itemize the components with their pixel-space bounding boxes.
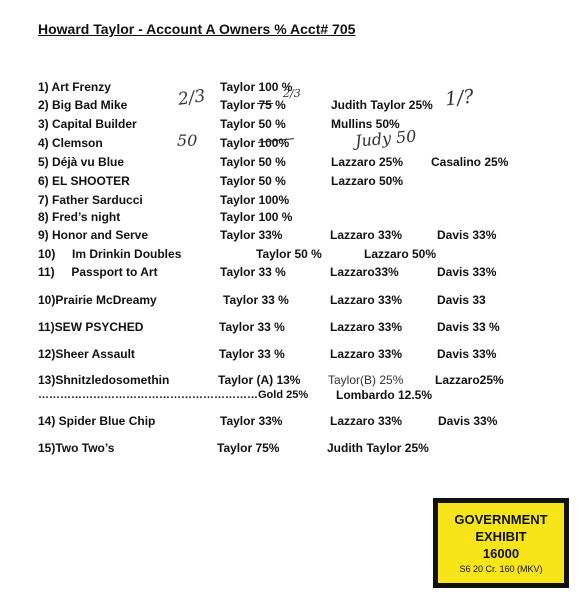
row-7-name: 7) Father Sarducci bbox=[38, 193, 143, 207]
handwritten-note: 1/? bbox=[443, 85, 475, 111]
row-4-name: 4) Clemson bbox=[38, 136, 103, 150]
row-10-name: 10) Im Drinkin Doubles bbox=[38, 247, 182, 261]
exhibit-sticker bbox=[433, 498, 569, 588]
row-11-owner-1: Taylor 33 % bbox=[220, 265, 286, 279]
row-2-owner-2: Judith Taylor 25% bbox=[331, 98, 433, 112]
row-9-owner-3: Davis 33% bbox=[437, 228, 497, 242]
row-17-owner-2: Judith Taylor 25% bbox=[327, 441, 429, 455]
row-16-owner-3: Davis 33% bbox=[438, 414, 498, 428]
row-11-owner-3: Davis 33% bbox=[437, 265, 497, 279]
row-12-name: 10)Prairie McDreamy bbox=[38, 293, 157, 307]
row-14-owner-3: Davis 33% bbox=[437, 347, 497, 361]
row-6-owner-2: Lazzaro 50% bbox=[331, 174, 404, 188]
row-9-owner-1: Taylor 33% bbox=[220, 228, 283, 242]
row-14-name: 12)Sheer Assault bbox=[38, 347, 135, 361]
row-1-owner-1: Taylor 100 % bbox=[220, 80, 293, 94]
row-11-name: 11) Passport to Art bbox=[38, 265, 158, 279]
row-12-owner-1: Taylor 33 % bbox=[223, 293, 289, 307]
row-13-owner-1: Taylor 33 % bbox=[219, 320, 285, 334]
row-4-owner-1: Taylor 100% bbox=[220, 136, 290, 150]
row-15-name: 13)Shnitzledosomethin bbox=[38, 373, 170, 387]
row-13-owner-2: Lazzaro 33% bbox=[330, 320, 403, 334]
row-6-owner-1: Taylor 50 % bbox=[220, 174, 286, 188]
row-17-owner-1: Taylor 75% bbox=[217, 441, 280, 455]
row-9-owner-2: Lazzaro 33% bbox=[330, 228, 403, 242]
row-3-owner-1: Taylor 50 % bbox=[220, 117, 286, 131]
row-5-owner-2: Lazzaro 25% bbox=[331, 155, 404, 169]
row-7-owner-1: Taylor 100% bbox=[220, 193, 290, 207]
row-5-owner-3: Casalino 25% bbox=[431, 155, 509, 169]
row-13-owner-3: Davis 33 % bbox=[437, 320, 500, 334]
row-14-owner-2: Lazzaro 33% bbox=[330, 347, 403, 361]
row-8-name: 8) Fred’s night bbox=[38, 210, 121, 224]
continuation-owner: Lombardo 12.5% bbox=[336, 388, 433, 402]
row-2-owner-1: Taylor 75 % bbox=[220, 98, 286, 112]
row-11-owner-2: Lazzaro33% bbox=[330, 265, 399, 279]
row-12-owner-2: Lazzaro 33% bbox=[330, 293, 403, 307]
row-10-owner-2: Lazzaro 50% bbox=[364, 247, 437, 261]
document-title: Howard Taylor - Account A Owners % Acct# 705 bbox=[38, 21, 356, 37]
row-17-name: 15)Two Two’s bbox=[38, 441, 115, 455]
continuation-row: ……………………………………………………Gold 25% bbox=[38, 389, 309, 401]
row-3-owner-2: Mullins 50% bbox=[331, 117, 400, 131]
row-10-owner-1: Taylor 50 % bbox=[256, 247, 322, 261]
row-1-name: 1) Art Frenzy bbox=[38, 80, 111, 94]
row-16-owner-2: Lazzaro 33% bbox=[330, 414, 403, 428]
strikethrough-mark bbox=[257, 103, 273, 104]
row-15-owner-1: Taylor (A) 13% bbox=[218, 373, 301, 387]
row-15-owner-3: Lazzaro25% bbox=[435, 373, 504, 387]
exhibit-line-2: EXHIBIT bbox=[475, 529, 527, 544]
row-14-owner-1: Taylor 33 % bbox=[219, 347, 285, 361]
handwritten-note: Judy 50 bbox=[354, 126, 418, 151]
row-12-owner-3: Davis 33 bbox=[437, 293, 486, 307]
row-9-name: 9) Honor and Serve bbox=[38, 228, 149, 242]
row-2-name: 2) Big Bad Mike bbox=[38, 98, 128, 112]
row-5-name: 5) Déjà vu Blue bbox=[38, 155, 125, 169]
row-16-owner-1: Taylor 33% bbox=[220, 414, 283, 428]
exhibit-case-ref: S6 20 Cr. 160 (MKV) bbox=[459, 564, 543, 574]
exhibit-label bbox=[438, 503, 564, 583]
exhibit-line-1: GOVERNMENT bbox=[454, 512, 548, 527]
row-16-name: 14) Spider Blue Chip bbox=[38, 414, 156, 428]
row-8-owner-1: Taylor 100 % bbox=[220, 210, 293, 224]
row-3-name: 3) Capital Builder bbox=[38, 117, 137, 131]
exhibit-number: 16000 bbox=[482, 546, 520, 561]
row-5-owner-1: Taylor 50 % bbox=[220, 155, 286, 169]
row-13-name: 11)SEW PSYCHED bbox=[38, 320, 144, 334]
row-6-name: 6) EL SHOOTER bbox=[38, 174, 130, 188]
handwritten-note: 2/3 bbox=[176, 86, 207, 110]
handwritten-note: 2/3 bbox=[283, 87, 301, 100]
row-15-owner-2: Taylor(B) 25% bbox=[328, 373, 404, 387]
handwritten-note: 50 bbox=[177, 131, 198, 150]
